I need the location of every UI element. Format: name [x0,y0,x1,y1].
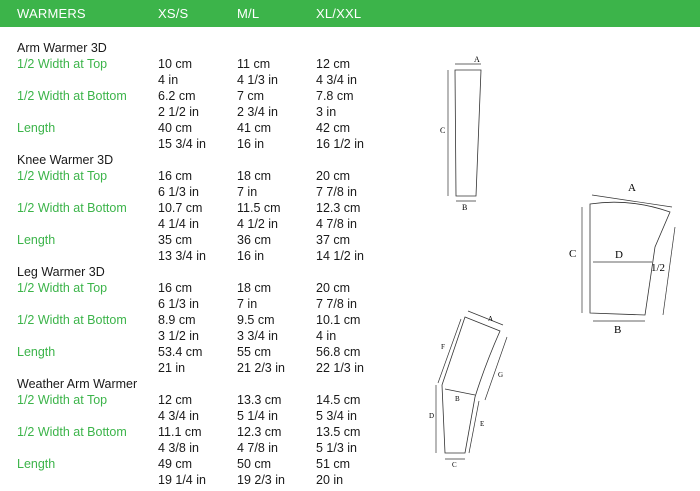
warmers-header: WARMERS [17,6,86,21]
value-cm: 6.2 cm [158,89,196,103]
knee-warmer-diagram [560,175,690,335]
value-cm: 8.9 cm [158,313,196,327]
measurement-row-in [0,408,420,424]
value-in: 6 1/3 in [158,185,200,199]
size-header-xl-xxl: XL/XXL [316,6,362,21]
value-in: 4 7/8 in [237,441,279,455]
measurement-label: Length [17,345,56,359]
measurement-label: 1/2 Width at Bottom [17,201,127,215]
value-in: 14 1/2 in [316,249,364,263]
leg-label-c: C [452,461,457,469]
value-cm: 14.5 cm [316,393,361,407]
value-cm: 20 cm [316,281,351,295]
measurement-row-cm [0,392,420,408]
section-title: Weather Arm Warmer [17,377,138,391]
value-cm: 11 cm [237,57,271,71]
measurement-label: 1/2 Width at Top [17,57,108,71]
measurement-label: Length [17,457,56,471]
value-cm: 16 cm [158,281,193,295]
value-cm: 13.3 cm [237,393,282,407]
value-in: 3 3/4 in [237,329,279,343]
value-in: 7 7/8 in [316,185,358,199]
value-in: 16 in [237,249,265,263]
value-cm: 10.1 cm [316,313,361,327]
value-in: 4 7/8 in [316,217,358,231]
measurement-row-cm [0,344,420,360]
measurement-row-in [0,328,420,344]
leg-dim-g [485,337,507,400]
measurement-row-in [0,296,420,312]
value-cm: 16 cm [158,169,193,183]
leg-warmer-outline [442,317,500,453]
measurement-row-in [0,216,420,232]
leg-label-b: B [455,395,460,403]
measurement-row-in [0,184,420,200]
value-cm: 53.4 cm [158,345,203,359]
value-cm: 49 cm [158,457,193,471]
measurement-row-cm [0,312,420,328]
section-title-row [0,40,420,56]
value-cm: 10 cm [158,57,193,71]
value-cm: 56.8 cm [316,345,361,359]
measurement-row-cm [0,168,420,184]
leg-dim-e [469,401,479,453]
value-cm: 55 cm [237,345,272,359]
section-title-row [0,152,420,168]
value-in: 5 1/4 in [237,409,279,423]
measurement-row-in [0,104,420,120]
value-in: 19 1/4 in [158,473,206,487]
measurement-row-cm [0,88,420,104]
knee-label-half: 1/2 [651,262,666,274]
value-in: 7 7/8 in [316,297,358,311]
leg-dim-f [438,319,461,383]
value-cm: 35 cm [158,233,193,247]
value-in: 7 in [237,185,258,199]
value-in: 4 1/4 in [158,217,200,231]
value-in: 2 1/2 in [158,105,200,119]
arm-warmer-outline [455,70,481,196]
measurement-row-cm [0,424,420,440]
value-cm: 12 cm [158,393,193,407]
value-cm: 51 cm [316,457,351,471]
value-cm: 40 cm [158,121,193,135]
measurement-label: Length [17,121,56,135]
value-in: 4 1/2 in [237,217,279,231]
measurement-label: 1/2 Width at Bottom [17,313,127,327]
value-in: 22 1/3 in [316,361,364,375]
measurement-row-in [0,360,420,376]
knee-warmer-outline [590,202,670,315]
value-cm: 12.3 cm [237,425,282,439]
size-table [0,40,420,488]
arm-label-a: A [474,55,480,64]
value-cm: 41 cm [237,121,272,135]
leg-label-a: A [488,315,494,323]
value-cm: 11.5 cm [237,201,281,215]
section-title: Arm Warmer 3D [17,41,107,55]
leg-dim-b [445,389,475,395]
knee-label-a: A [628,182,636,194]
measurement-label: Length [17,233,56,247]
arm-label-b: B [462,203,468,212]
size-header-m-l: M/L [237,6,260,21]
value-in: 3 in [316,105,337,119]
value-in: 4 3/4 in [316,73,358,87]
value-cm: 20 cm [316,169,351,183]
measurement-row-in [0,472,420,488]
value-in: 7 in [237,297,258,311]
measurement-row-cm [0,232,420,248]
leg-label-g: G [498,371,504,379]
measurement-row-cm [0,280,420,296]
value-cm: 18 cm [237,281,272,295]
value-in: 16 1/2 in [316,137,364,151]
value-in: 16 in [237,137,265,151]
value-in: 20 in [316,473,344,487]
measurement-row-in [0,248,420,264]
value-cm: 9.5 cm [237,313,275,327]
value-in: 4 in [158,73,179,87]
measurement-label: 1/2 Width at Bottom [17,425,127,439]
knee-label-d: D [615,249,623,261]
value-cm: 37 cm [316,233,351,247]
value-in: 5 3/4 in [316,409,358,423]
value-in: 4 1/3 in [237,73,279,87]
value-cm: 50 cm [237,457,272,471]
value-in: 5 1/3 in [316,441,358,455]
value-in: 13 3/4 in [158,249,206,263]
value-in: 21 2/3 in [237,361,285,375]
measurement-row-in [0,440,420,456]
value-cm: 11.1 cm [158,425,202,439]
table-header [0,0,700,27]
value-in: 2 3/4 in [237,105,279,119]
leg-dim-a [468,311,503,325]
value-in: 21 in [158,361,186,375]
value-in: 15 3/4 in [158,137,206,151]
section-title-row [0,264,420,280]
value-cm: 12 cm [316,57,351,71]
value-cm: 10.7 cm [158,201,203,215]
value-cm: 12.3 cm [316,201,361,215]
measurement-row-in [0,72,420,88]
knee-label-b: B [614,324,622,335]
measurement-label: 1/2 Width at Top [17,393,108,407]
leg-label-e: E [480,420,485,428]
knee-dim-a [592,195,672,207]
value-cm: 13.5 cm [316,425,361,439]
value-cm: 36 cm [237,233,272,247]
measurement-label: 1/2 Width at Top [17,169,108,183]
leg-label-f: F [441,343,445,351]
size-header-xs-s: XS/S [158,6,189,21]
value-in: 4 in [316,329,337,343]
measurement-row-in [0,136,420,152]
measurement-label: 1/2 Width at Bottom [17,89,127,103]
value-in: 4 3/8 in [158,441,200,455]
measurement-row-cm [0,120,420,136]
value-cm: 42 cm [316,121,351,135]
measurement-row-cm [0,456,420,472]
value-in: 6 1/3 in [158,297,200,311]
section-title: Leg Warmer 3D [17,265,105,279]
value-in: 19 2/3 in [237,473,285,487]
arm-warmer-diagram [430,50,510,220]
arm-label-c: C [440,126,446,135]
leg-label-d: D [429,412,435,420]
leg-warmer-diagram [425,305,525,480]
value-in: 3 1/2 in [158,329,200,343]
section-title-row [0,376,420,392]
value-cm: 18 cm [237,169,272,183]
value-in: 4 3/4 in [158,409,200,423]
measurement-row-cm [0,200,420,216]
measurement-row-cm [0,56,420,72]
value-cm: 7 cm [237,89,265,103]
measurement-label: 1/2 Width at Top [17,281,108,295]
knee-label-c: C [569,248,577,260]
value-cm: 7.8 cm [316,89,354,103]
section-title: Knee Warmer 3D [17,153,114,167]
